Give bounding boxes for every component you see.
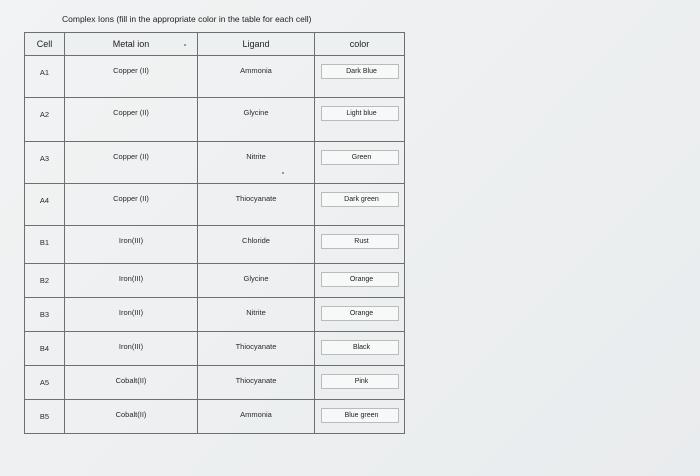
metal-ion-cell	[65, 98, 198, 142]
metal-ion-cell	[65, 400, 198, 434]
ligand-cell	[198, 184, 315, 226]
ligand-label: Ammonia	[240, 66, 272, 75]
color-answer-field[interactable]: Dark green	[321, 192, 399, 207]
metal-ion-label: Copper (II)	[113, 194, 149, 203]
cell-id	[25, 142, 65, 184]
cell-id	[25, 332, 65, 366]
ligand-label: Thiocyanate	[235, 376, 277, 385]
cell-id	[25, 56, 65, 98]
ligand-cell	[198, 56, 315, 98]
table-row	[25, 332, 405, 366]
metal-ion-label: Iron(III)	[118, 342, 144, 351]
metal-ion-cell	[65, 56, 198, 98]
cell-id	[25, 264, 65, 298]
ligand-cell	[198, 332, 315, 366]
table-body	[25, 56, 405, 434]
stray-mark	[282, 172, 284, 174]
metal-ion-cell	[65, 142, 198, 184]
cell-id	[25, 298, 65, 332]
cell-id	[25, 98, 65, 142]
color-answer-field[interactable]: Blue green	[321, 408, 399, 423]
ligand-cell	[198, 298, 315, 332]
ligand-label: Glycine	[243, 108, 269, 117]
metal-ion-label: Copper (II)	[113, 66, 149, 75]
header-color: color	[315, 33, 405, 56]
color-cell	[315, 56, 405, 98]
color-answer-field[interactable]: Black	[321, 340, 399, 355]
ligand-cell	[198, 264, 315, 298]
table-row	[25, 56, 405, 98]
color-answer-field[interactable]: Pink	[321, 374, 399, 389]
cell-id	[25, 366, 65, 400]
table-row	[25, 98, 405, 142]
table-row	[25, 142, 405, 184]
color-answer-field[interactable]: Orange	[321, 272, 399, 287]
header-ligand: Ligand	[198, 33, 315, 56]
color-cell	[315, 332, 405, 366]
metal-ion-cell	[65, 332, 198, 366]
color-answer-field[interactable]: Orange	[321, 306, 399, 321]
table-row	[25, 184, 405, 226]
table-row	[25, 298, 405, 332]
table-row	[25, 226, 405, 264]
metal-ion-cell	[65, 298, 198, 332]
cell-id-label: B1	[39, 238, 50, 247]
metal-ion-label: Copper (II)	[113, 108, 149, 117]
ligand-label: Nitrite	[246, 308, 266, 317]
worksheet-instructions: Complex Ions (fill in the appropriate color in the table for each cell)	[62, 14, 312, 24]
header-metal-ion: Metal ion	[65, 33, 198, 56]
cell-id-label: B3	[39, 310, 50, 319]
metal-ion-label: Iron(III)	[118, 236, 144, 245]
metal-ion-cell	[65, 264, 198, 298]
cell-id-label: A4	[39, 196, 50, 205]
cell-id-label: A3	[39, 154, 50, 163]
color-cell	[315, 98, 405, 142]
cell-id-label: B5	[39, 412, 50, 421]
color-cell	[315, 298, 405, 332]
cell-id-label: B2	[39, 276, 50, 285]
cell-id	[25, 184, 65, 226]
color-answer-field[interactable]: Green	[321, 150, 399, 165]
metal-ion-cell	[65, 366, 198, 400]
ligand-label: Ammonia	[240, 410, 272, 419]
stray-mark	[184, 44, 186, 46]
color-answer-field[interactable]: Dark Blue	[321, 64, 399, 79]
cell-id-label: A2	[39, 110, 50, 119]
ligand-cell	[198, 366, 315, 400]
header-row	[25, 33, 405, 56]
color-cell	[315, 264, 405, 298]
table-row	[25, 366, 405, 400]
cell-id-label: A1	[39, 68, 50, 77]
metal-ion-cell	[65, 184, 198, 226]
table-row	[25, 400, 405, 434]
ligand-cell	[198, 226, 315, 264]
metal-ion-cell	[65, 226, 198, 264]
color-answer-field[interactable]: Light blue	[321, 106, 399, 121]
ligand-cell	[198, 98, 315, 142]
ligand-cell	[198, 142, 315, 184]
color-cell	[315, 366, 405, 400]
metal-ion-label: Cobalt(II)	[115, 376, 147, 385]
ligand-label: Glycine	[243, 274, 269, 283]
metal-ion-label: Copper (II)	[113, 152, 149, 161]
ligand-label: Thiocyanate	[235, 194, 277, 203]
ligand-label: Thiocyanate	[235, 342, 277, 351]
color-answer-field[interactable]: Rust	[321, 234, 399, 249]
table-row	[25, 264, 405, 298]
header-cell: Cell	[25, 33, 65, 56]
complex-ions-table	[24, 32, 405, 434]
cell-id-label: B4	[39, 344, 50, 353]
color-cell	[315, 184, 405, 226]
cell-id	[25, 400, 65, 434]
ligand-cell	[198, 400, 315, 434]
metal-ion-label: Iron(III)	[118, 274, 144, 283]
metal-ion-label: Iron(III)	[118, 308, 144, 317]
metal-ion-label: Cobalt(II)	[115, 410, 147, 419]
ligand-label: Chloride	[242, 236, 270, 245]
cell-id-label: A5	[39, 378, 50, 387]
ligand-label: Nitrite	[246, 152, 266, 161]
color-cell	[315, 400, 405, 434]
color-cell	[315, 226, 405, 264]
cell-id	[25, 226, 65, 264]
color-cell	[315, 142, 405, 184]
